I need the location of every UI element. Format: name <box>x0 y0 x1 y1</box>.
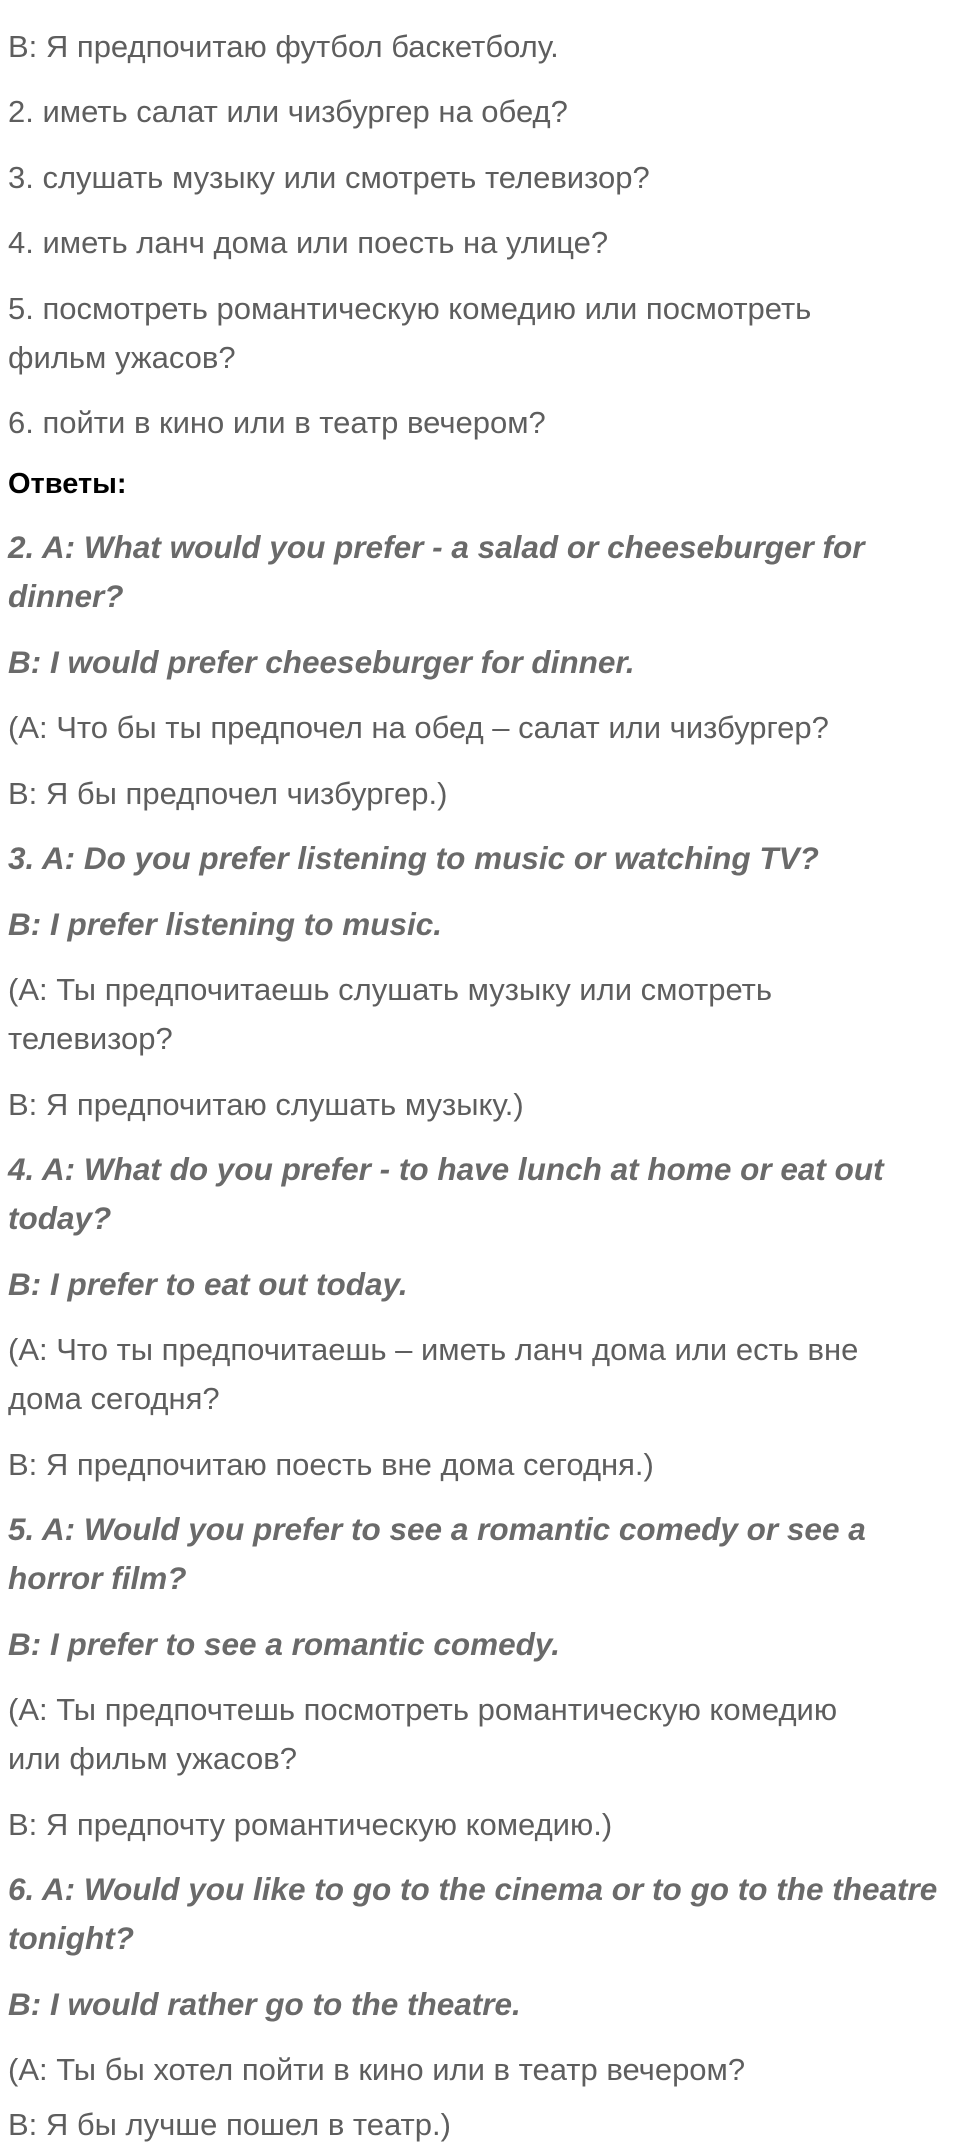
text-line: horror film? <box>8 1560 187 1596</box>
text-line: В: Я бы лучше пошел в театр.) <box>8 2107 451 2142</box>
text-line: 3. слушать музыку или смотреть телевизор? <box>8 160 650 195</box>
text-line: (А: Ты предпочитаешь слушать музыку или смотреть <box>8 972 773 1007</box>
text-line: дома сегодня? <box>8 1381 220 1416</box>
text-line: B: I prefer listening to music. <box>8 906 443 942</box>
text-line: В: Я бы предпочел чизбургер.) <box>8 776 448 811</box>
text-line: (А: Что ты предпочитаешь – иметь ланч дома или есть вне <box>8 1332 859 1367</box>
text-line: 2. A: What would you prefer - a salad or cheeseburger for <box>8 529 865 565</box>
text-line: (А: Ты предпочтешь посмотреть романтическую комедию <box>8 1692 838 1727</box>
text-line: 5. посмотреть романтическую комедию или посмотреть <box>8 291 812 326</box>
text-line: 6. A: Would you like to go to the cinema or to go to the theatre <box>8 1871 938 1907</box>
text-line: B: I prefer to see a romantic comedy. <box>8 1626 561 1662</box>
text-line: В: Я предпочитаю поесть вне дома сегодня.) <box>8 1447 654 1482</box>
text-line: 4. A: What do you prefer - to have lunch at home or eat out <box>8 1151 884 1187</box>
text-line: 4. иметь ланч дома или поесть на улице? <box>8 225 609 260</box>
text-line: (А: Ты бы хотел пойти в кино или в театр вечером? <box>8 2052 746 2087</box>
text-line: dinner? <box>8 578 124 614</box>
section-heading: Ответы: <box>8 468 127 500</box>
text-line: 2. иметь салат или чизбургер на обед? <box>8 94 568 129</box>
text-line: В: Я предпочитаю слушать музыку.) <box>8 1087 524 1122</box>
text-line: или фильм ужасов? <box>8 1741 297 1776</box>
text-line: today? <box>8 1200 112 1236</box>
text-line: В: Я предпочту романтическую комедию.) <box>8 1807 613 1842</box>
text-line: телевизор? <box>8 1021 173 1056</box>
text-line: 5. A: Would you prefer to see a romantic comedy or see a <box>8 1511 866 1547</box>
text-line: 6. пойти в кино или в театр вечером? <box>8 405 546 440</box>
text-line: B: I prefer to eat out today. <box>8 1266 408 1302</box>
text-line: В: Я предпочитаю футбол баскетболу. <box>8 29 559 64</box>
text-line: фильм ужасов? <box>8 340 236 375</box>
text-line: B: I would rather go to the theatre. <box>8 1986 521 2022</box>
text-line: tonight? <box>8 1920 134 1956</box>
text-line: (А: Что бы ты предпочел на обед – салат или чизбургер? <box>8 710 829 745</box>
text-line: 3. A: Do you prefer listening to music or watching TV? <box>8 840 819 876</box>
text-line: B: I would prefer cheeseburger for dinner. <box>8 644 635 680</box>
